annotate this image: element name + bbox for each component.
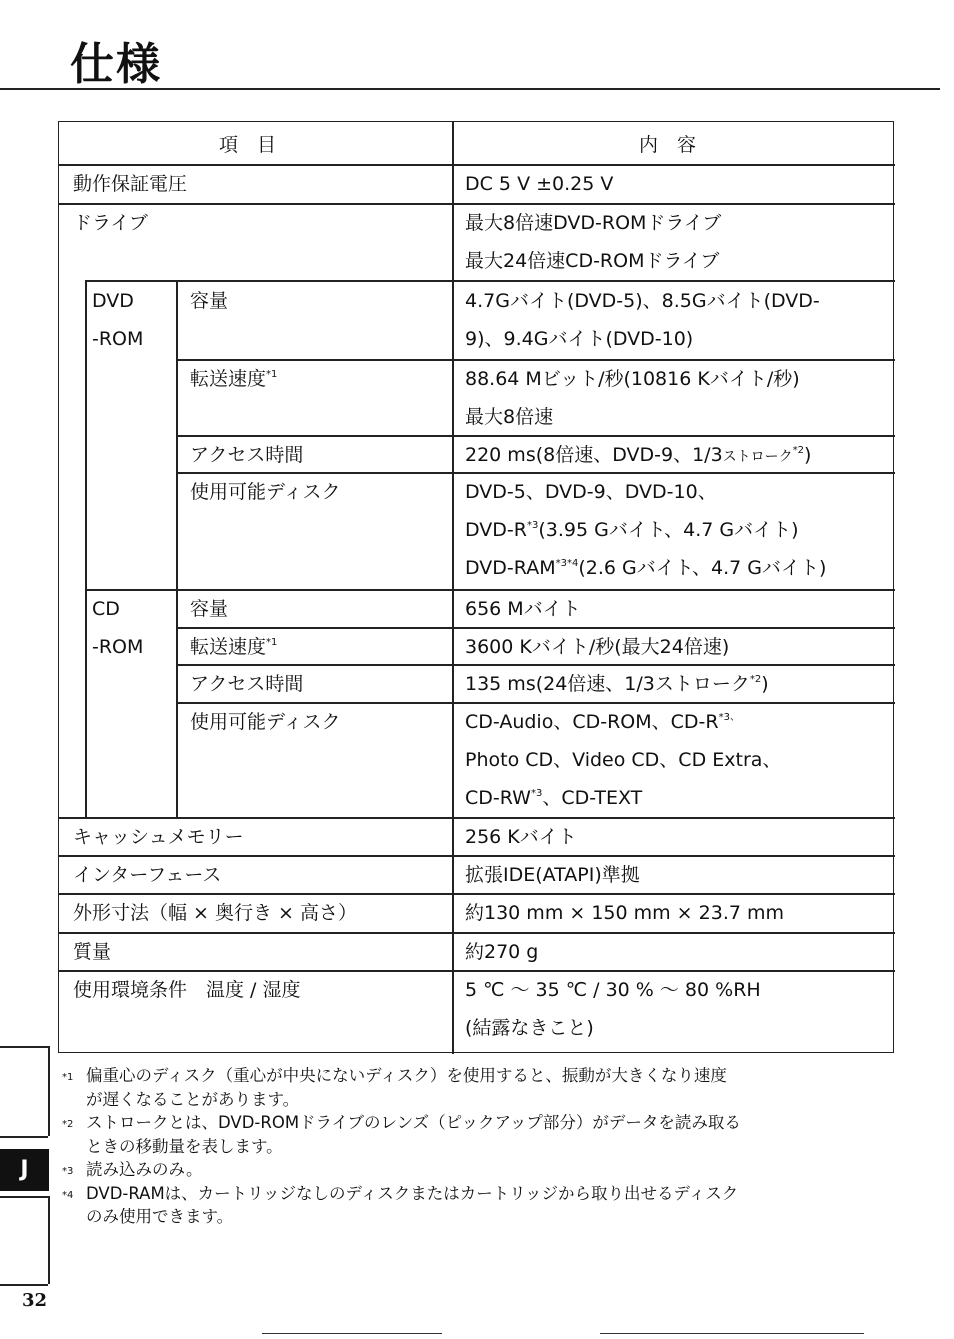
dvd-group-line: DVD — [92, 290, 134, 312]
cd-capacity-label: 容量 — [190, 598, 229, 620]
dvd-access-value — [465, 436, 811, 476]
cd-group-line: -ROM — [92, 636, 144, 658]
cd-access-value — [465, 665, 769, 703]
env-value-line: 5 ℃ 〜 35 ℃ / 30 % 〜 80 %RH — [465, 979, 761, 1001]
section-tab: J — [0, 1149, 49, 1191]
cd-access-label: アクセス時間 — [190, 673, 304, 695]
drive-value-line: 最大24倍速CD-ROMドライブ — [465, 250, 720, 272]
dvd-capacity-value — [465, 282, 820, 358]
page-title: 仕様 — [70, 39, 162, 90]
header-item: 項 目 — [219, 134, 277, 156]
dvd-disc-line: DVD-5、DVD-9、DVD-10、 — [465, 481, 717, 503]
footnote-item — [62, 1182, 902, 1229]
dvd-transfer-label — [190, 360, 277, 398]
cd-group-label — [92, 590, 143, 666]
cd-capacity-value: 656 Mバイト — [465, 598, 581, 620]
close-paren: ) — [761, 673, 769, 695]
cd-access-text: 135 ms(24倍速、1/3ストローク — [465, 673, 750, 695]
dvd-group-line: -ROM — [92, 328, 144, 350]
cd-transfer-value: 3600 Kバイト/秒(最大24倍速) — [465, 636, 730, 658]
dvd-transfer-value — [465, 360, 800, 436]
dvd-transfer-line: 最大8倍速 — [465, 406, 554, 428]
footnote-text: 偏重心のディスク（重心が中央にないディスク）を使用すると、振動が大きくなり速度 が遅くなることがあります。 — [86, 1066, 727, 1109]
voltage-value: DC 5 V ±0.25 V — [465, 173, 614, 195]
dvd-transfer-line: 88.64 Mビット/秒(10816 Kバイト/秒) — [465, 368, 800, 390]
dvd-transfer-text: 転送速度 — [190, 368, 267, 390]
footnote-ref: *3、 — [718, 712, 740, 723]
drive-value-line: 最大8倍速DVD-ROMドライブ — [465, 212, 722, 234]
cd-disc-line — [465, 703, 781, 741]
footnote-text: ストロークとは、DVD-ROMドライブのレンズ（ピックアップ部分）がデータを読み取る ときの移動量を表します。 — [86, 1113, 741, 1156]
index-frame-line — [0, 1196, 48, 1198]
cd-transfer-text: 転送速度 — [190, 636, 267, 658]
weight-label: 質量 — [73, 941, 112, 963]
dvd-capacity-label: 容量 — [190, 290, 229, 312]
index-frame-line — [0, 1284, 48, 1286]
dvd-disc-value — [465, 473, 826, 587]
size-label: 外形寸法（幅 × 奥行き × 高さ） — [73, 902, 357, 924]
dvd-access-label: アクセス時間 — [190, 444, 304, 466]
footnote-ref: *3 — [526, 520, 539, 531]
index-frame-line — [48, 1196, 50, 1284]
cd-rw-text: CD-RW — [465, 787, 531, 809]
footnote-ref: *2 — [749, 674, 762, 685]
footnote-item — [62, 1111, 902, 1158]
dvd-disc-label: 使用可能ディスク — [190, 481, 341, 503]
cd-text-text: 、CD-TEXT — [542, 787, 643, 809]
footnote-mark: *4 — [62, 1189, 74, 1201]
index-frame-line — [0, 1046, 48, 1048]
weight-value: 約270 g — [465, 941, 539, 963]
column-rule — [176, 280, 178, 817]
dvd-capacity-line: 9)、9.4Gバイト(DVD-10) — [465, 328, 694, 350]
cache-value: 256 Kバイト — [465, 826, 577, 848]
footnote-ref: *1 — [266, 637, 278, 648]
spec-table — [58, 121, 894, 1053]
bottom-rule — [600, 1333, 864, 1334]
footnote-item — [62, 1158, 902, 1182]
header-content: 内 容 — [639, 134, 697, 156]
interface-value: 拡張IDE(ATAPI)準拠 — [465, 864, 640, 886]
footnote-ref: *1 — [266, 369, 278, 380]
column-rule — [85, 280, 87, 817]
cd-disc-line — [465, 779, 781, 817]
index-frame-line — [0, 1136, 48, 1138]
dvd-r-text: DVD-R — [465, 519, 527, 541]
index-frame-line — [48, 1046, 50, 1136]
dvd-r-capacity: (3.95 Gバイト、4.7 Gバイト) — [538, 519, 799, 541]
page-number: 32 — [22, 1290, 48, 1311]
cache-label: キャッシュメモリー — [73, 826, 244, 848]
dvd-ram-capacity: (2.6 Gバイト、4.7 Gバイト) — [578, 557, 827, 579]
env-value — [465, 971, 761, 1047]
cd-transfer-label — [190, 628, 277, 666]
close-paren: ) — [804, 444, 812, 466]
cd-disc-line: Photo CD、Video CD、CD Extra、 — [465, 749, 782, 771]
footnote-item — [62, 1064, 902, 1111]
footnote-text: DVD-RAMは、カートリッジなしのディスクまたはカートリッジから取り出せるディスク のみ使用できます。 — [86, 1183, 739, 1226]
footnote-mark: *2 — [62, 1119, 74, 1130]
drive-label: ドライブ — [73, 212, 148, 234]
footnote-mark: *3 — [62, 1166, 74, 1177]
footnote-mark: *1 — [62, 1072, 74, 1083]
drive-value — [465, 204, 721, 280]
cd-disc-text: CD-Audio、CD-ROM、CD-R — [465, 711, 719, 733]
env-value-line: (結露なきこと) — [465, 1017, 594, 1039]
footnote-ref: *3 — [530, 788, 543, 799]
dvd-ram-text: DVD-RAM — [465, 557, 556, 579]
size-value: 約130 mm × 150 mm × 23.7 mm — [465, 902, 785, 924]
dvd-capacity-line: 4.7Gバイト(DVD-5)、8.5Gバイト(DVD- — [465, 290, 820, 312]
footnote-ref: *2 — [792, 445, 805, 456]
env-label: 使用環境条件 温度 / 湿度 — [73, 979, 301, 1001]
footnotes — [62, 1064, 902, 1229]
footnote-ref: *3*4 — [555, 558, 579, 569]
cd-group-line: CD — [92, 598, 120, 620]
column-rule — [452, 122, 454, 1054]
dvd-group-label — [92, 282, 143, 358]
title-divider — [0, 88, 940, 90]
footnote-text: 読み込みのみ。 — [86, 1160, 203, 1179]
cd-disc-value — [465, 703, 781, 817]
dvd-access-text: 220 ms(8倍速、DVD-9、1/3 — [465, 444, 723, 466]
dvd-disc-line — [465, 511, 826, 549]
dvd-access-stroke: ストローク — [722, 449, 793, 465]
voltage-label: 動作保証電圧 — [73, 173, 188, 195]
bottom-rule — [262, 1333, 442, 1334]
interface-label: インターフェース — [73, 864, 222, 886]
cd-disc-label: 使用可能ディスク — [190, 711, 341, 733]
dvd-disc-line — [465, 549, 826, 587]
